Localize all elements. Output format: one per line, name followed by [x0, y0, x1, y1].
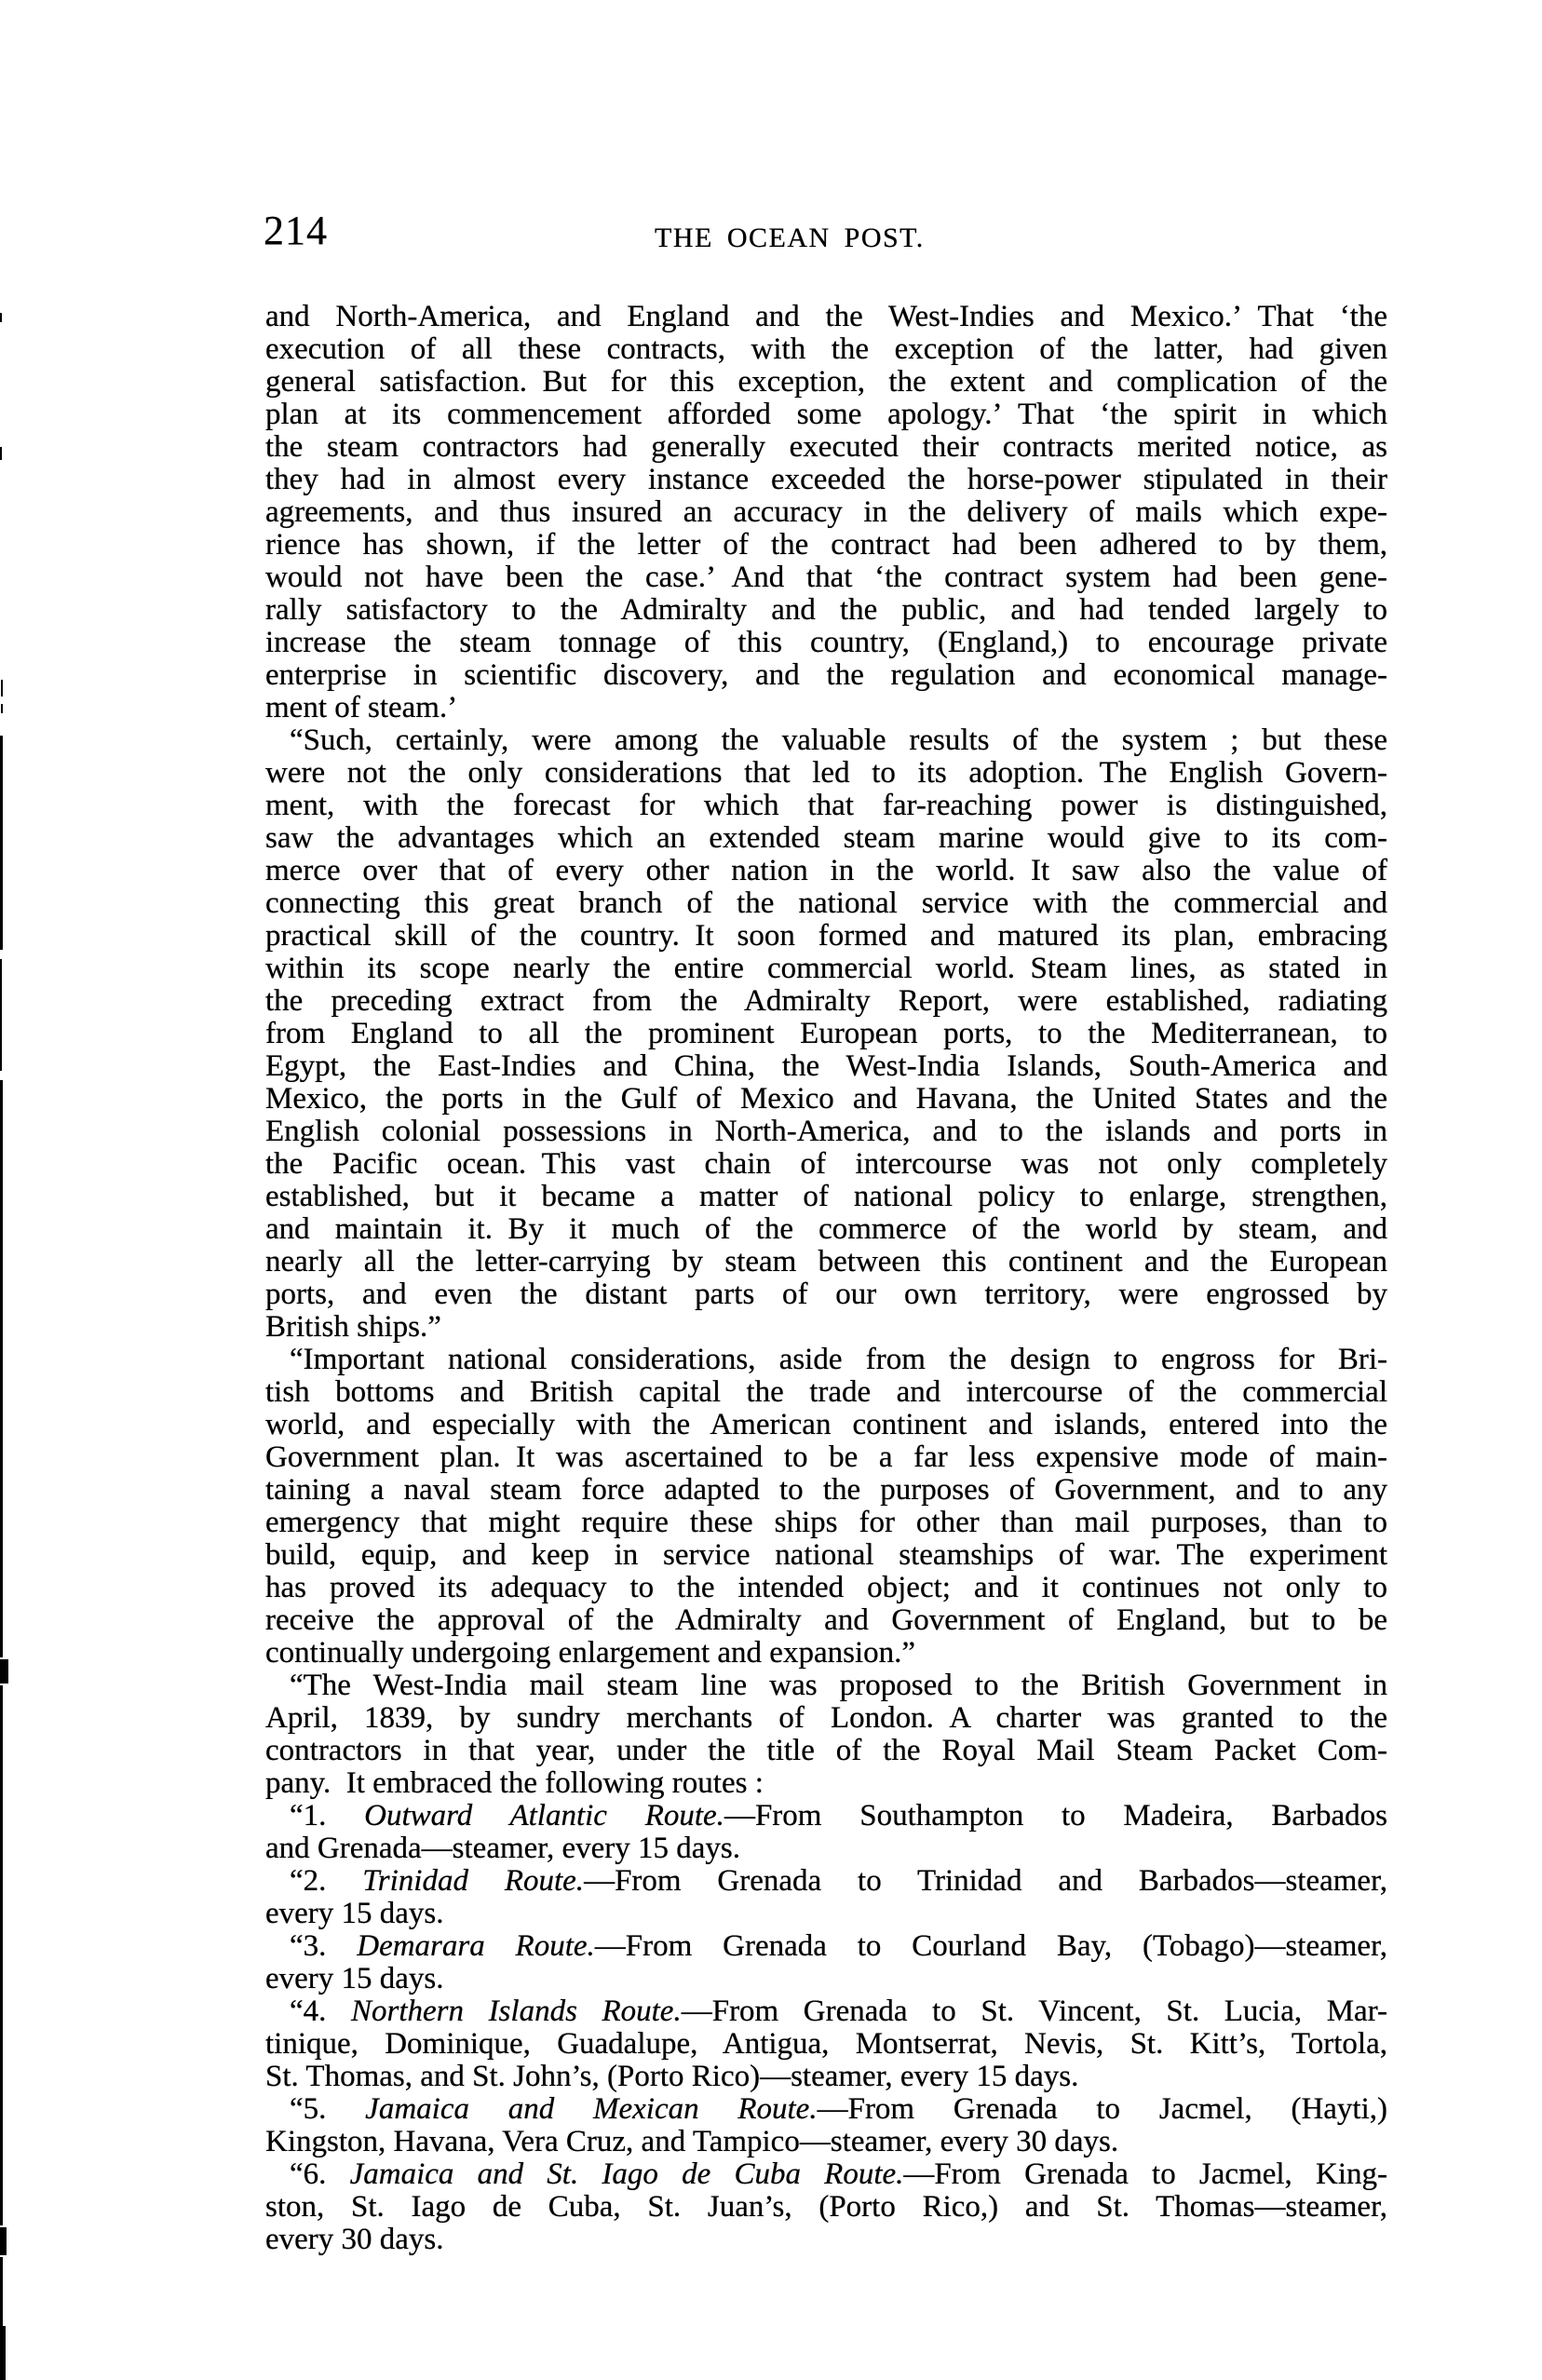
text-line: practical skill of the country. It soon formed and matured its plan, embracing [265, 919, 1387, 953]
scan-artifact [1, 680, 3, 696]
scan-artifact [0, 2326, 6, 2380]
text-line: ports, and even the distant parts of our own territory, were engrossed by [265, 1278, 1387, 1311]
text-line: the Pacific ocean. This vast chain of intercourse was not only completely [265, 1147, 1387, 1181]
text-line: “The West-India mail steam line was proposed to the British Government in [290, 1669, 1387, 1702]
scan-artifact [0, 2257, 3, 2326]
text-line: “5. Jamaica and Mexican Route.—From Grenada to Jacmel, (Hayti,) [290, 2092, 1388, 2126]
text-line: “6. Jamaica and St. Iago de Cuba Route.—From Grenada to Jacmel, King- [290, 2157, 1387, 2191]
scan-artifact [0, 1685, 3, 2225]
text-line: from England to all the prominent European ports, to the Mediterranean, to [265, 1017, 1387, 1050]
text-line: contractors in that year, under the title of the Royal Mail Steam Packet Com- [265, 1734, 1387, 1767]
text-line: emergency that might require these ships for other than mail purposes, than to [265, 1506, 1387, 1539]
text-line: St. Thomas, and St. John’s, (Porto Rico)—steamer, every 15 days. [265, 2060, 1079, 2093]
scan-artifact [0, 736, 3, 950]
text-line: plan at its commencement afforded some apology.’ That ‘the spirit in which [265, 398, 1387, 431]
text-line: nearly all the letter-carrying by steam between this continent and the European [265, 1245, 1387, 1278]
text-line: Egypt, the East-Indies and China, the West-India Islands, South-America and [265, 1049, 1387, 1083]
scan-artifact [1, 704, 3, 713]
text-line: and maintain it. By it much of the commerce of the world by steam, and [265, 1212, 1387, 1246]
text-line: established, but it became a matter of national policy to enlarge, strengthen, [265, 1180, 1387, 1213]
running-title: THE OCEAN POST. [655, 223, 925, 253]
scan-artifact [0, 1659, 8, 1684]
scan-artifact [0, 1080, 3, 1657]
text-line: and Grenada—steamer, every 15 days. [265, 1832, 740, 1865]
text-line: continually undergoing enlargement and expansion.” [265, 1636, 916, 1670]
text-line: Kingston, Havana, Vera Cruz, and Tampico—steamer, every 30 days. [265, 2125, 1119, 2158]
text-line: “Important national considerations, aside from the design to engross for Bri- [290, 1343, 1387, 1376]
text-line: would not have been the case.’ And that ‘the contract system had been gene- [265, 561, 1387, 594]
text-line: rally satisfactory to the Admiralty and the public, and had tended largely to [265, 593, 1387, 627]
text-line: within its scope nearly the entire commercial world. Steam lines, as stated in [265, 952, 1387, 985]
text-line: receive the approval of the Admiralty and Government of England, but to be [265, 1603, 1387, 1637]
text-line: ment of steam.’ [265, 691, 458, 724]
text-line: “Such, certainly, were among the valuable results of the system ; but these [290, 723, 1387, 757]
scan-artifact [0, 447, 2, 460]
text-line: tish bottoms and British capital the trade and intercourse of the commercial [265, 1375, 1387, 1409]
text-line: “4. Northern Islands Route.—From Grenada to St. Vincent, St. Lucia, Mar- [290, 1995, 1388, 2028]
text-line: April, 1839, by sundry merchants of London. A charter was granted to the [265, 1701, 1387, 1735]
text-line: every 15 days. [265, 1897, 444, 1930]
scan-artifact [0, 313, 2, 322]
text-line: execution of all these contracts, with the exception of the latter, had given [265, 332, 1387, 366]
text-line: world, and especially with the American continent and islands, entered into the [265, 1408, 1387, 1441]
scan-artifact [0, 959, 2, 1071]
text-line: general satisfaction. But for this exception, the extent and complication of the [265, 365, 1387, 399]
page-body [265, 301, 1387, 2256]
text-line: were not the only considerations that led to its adoption. The English Govern- [265, 756, 1387, 790]
text-line: has proved its adequacy to the intended object; and it continues not only to [265, 1571, 1387, 1604]
text-line: they had in almost every instance exceeded the horse-power stipulated in their [265, 463, 1387, 496]
page-number: 214 [264, 208, 328, 253]
text-line: build, equip, and keep in service national steamships of war. The experiment [265, 1538, 1387, 1572]
text-line: ston, St. Iago de Cuba, St. Juan’s, (Porto Rico,) and St. Thomas—steamer, [265, 2190, 1387, 2224]
text-line: “3. Demarara Route.—From Grenada to Courland Bay, (Tobago)—steamer, [290, 1929, 1387, 1963]
text-line: “1. Outward Atlantic Route.—From Southampton to Madeira, Barbados [290, 1799, 1388, 1832]
text-line: agreements, and thus insured an accuracy in the delivery of mails which expe- [265, 495, 1387, 529]
text-line: Mexico, the ports in the Gulf of Mexico and Havana, the United States and the [265, 1082, 1387, 1116]
text-line: merce over that of every other nation in the world. It saw also the value of [265, 854, 1387, 887]
text-line: saw the advantages which an extended steam marine would give to its com- [265, 821, 1387, 855]
text-line: rience has shown, if the letter of the contract had been adhered to by them, [265, 528, 1387, 561]
text-line: “2. Trinidad Route.—From Grenada to Trinidad and Barbados—steamer, [290, 1864, 1387, 1898]
text-line: English colonial possessions in North-America, and to the islands and ports in [265, 1115, 1387, 1148]
scan-artifact [0, 2227, 7, 2255]
text-line: the steam contractors had generally executed their contracts merited notice, as [265, 430, 1387, 464]
text-line: every 15 days. [265, 1962, 444, 1995]
text-line: and North-America, and England and the West-Indies and Mexico.’ That ‘the [265, 300, 1387, 333]
text-line: ment, with the forecast for which that far-reaching power is distinguished, [265, 789, 1387, 822]
text-line: taining a naval steam force adapted to the purposes of Government, and to any [265, 1473, 1387, 1507]
text-line: the preceding extract from the Admiralty Report, were established, radiating [265, 984, 1387, 1018]
text-line: every 30 days. [265, 2223, 444, 2256]
text-line: enterprise in scientific discovery, and the regulation and economical manage- [265, 658, 1387, 692]
text-line: tinique, Dominique, Guadalupe, Antigua, Montserrat, Nevis, St. Kitt’s, Tortola, [265, 2027, 1387, 2061]
text-line: British ships.” [265, 1310, 441, 1344]
text-line: increase the steam tonnage of this country, (England,) to encourage private [265, 626, 1387, 659]
text-line: connecting this great branch of the national service with the commercial and [265, 886, 1387, 920]
text-line: Government plan. It was ascertained to be a far less expensive mode of main- [265, 1440, 1387, 1474]
text-line: pany. It embraced the following routes : [265, 1766, 764, 1800]
